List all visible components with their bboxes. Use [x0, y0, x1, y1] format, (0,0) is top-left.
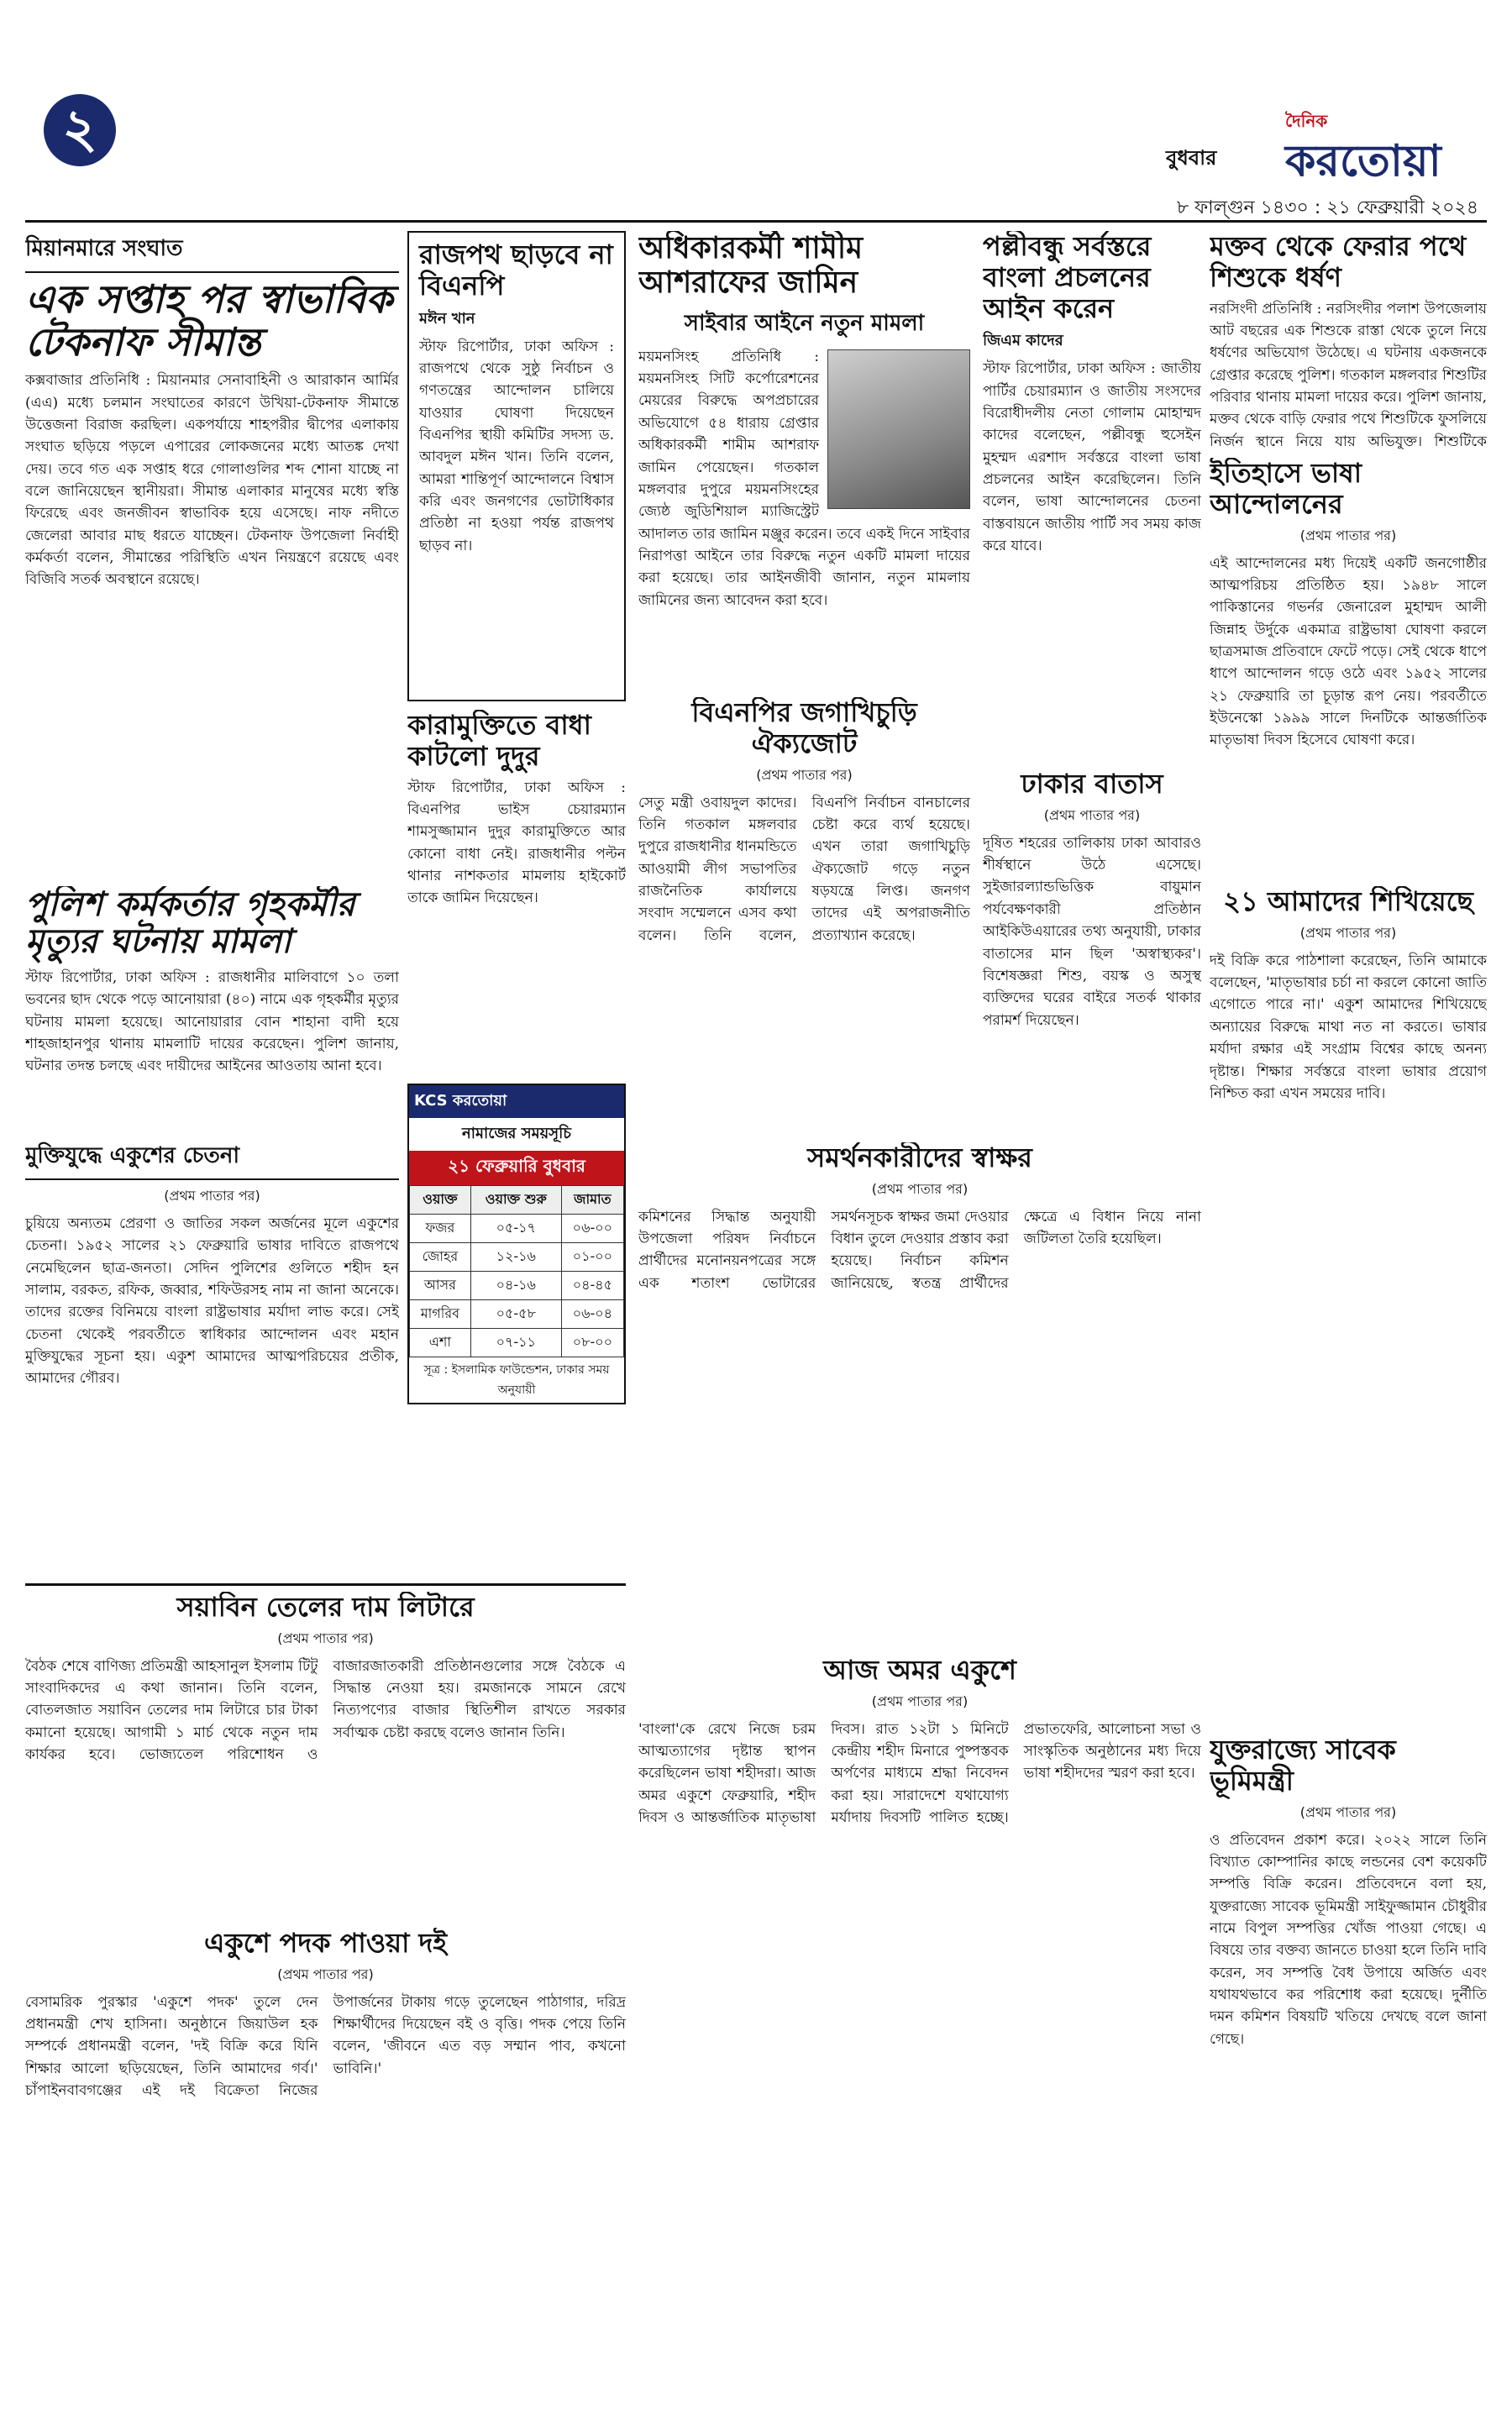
article-body: নরসিংদী প্রতিনিধি : নরসিংদীর পলাশ উপজেলায় আট বছরের এক শিশুকে রাস্তা থেকে তুলে নিয়ে ধর্ষণের অভিযোগ উঠেছে। এ ঘটনায় একজনকে গ্রেপ্তার করেছে পুলিশ। গতকাল মঙ্গলবার শিশুটির পরিবার থানায় মামলা দায়ের করে। পুলিশ জানায়, মক্তব থেকে বাড়ি ফেরার পথে শিশুটিকে ফুসলিয়ে নির্জন স্থানে নিয়ে যায় অভিযুক্ত। শিশুটিকে [1210, 300, 1487, 449]
prayer-start: ০৪-১৬ [470, 1272, 561, 1300]
table-row [410, 1215, 624, 1243]
article-bnp-jot[interactable] [638, 697, 970, 1134]
person-photo [827, 349, 970, 509]
article-byline: মঈন খান [419, 309, 475, 328]
table-row [410, 1243, 624, 1272]
continued-label: (প্রথম পাতার পর) [164, 1188, 260, 1204]
table-row [410, 1329, 624, 1357]
page-number-badge: ২ [44, 94, 116, 166]
article-body: এই আন্দোলনের মধ্য দিয়েই একটি জনগোষ্ঠীর আত্মপরিচয় প্রতিষ্ঠিত হয়। ১৯৪৮ সালে পাকিস্তানের গভর্নর জেনারেল মুহাম্মদ আলী জিন্নাহ উর্দুকে একমাত্র রাষ্ট্রভাষা ঘোষণা করলে ছাত্রসমাজ প্রতিবাদে ফেটে পড়ে। সেই থেকে ধাপে ধাপে আন্দোলন গড়ে ওঠে এবং ১৯৫২ সালের ২১ ফেব্রুয়ারি তা চূড়ান্ত রূপ নেয়। পরবর্তীতে ইউনেস্কো ১৯৯৯ সালে দিনটিকে আন্তর্জাতিক মাতৃভাষা দিবস হিসেবে ঘোষণা করে। [1210, 554, 1487, 749]
article-body: ও প্রতিবেদন প্রকাশ করে। ২০২২ সালে তিনি বিখ্যাত কোম্পানির কাছে লন্ডনের বেশ কয়েকটি সম্পত্তি বিক্রি করেন। প্রতিবেদনে বলা হয়, যুক্তরাজ্যে সাবেক ভূমিমন্ত্রী সাইফুজ্জামান চৌধুরীর নামে বিপুল সম্পত্তির খোঁজ পাওয়া গেছে। এ বিষয়ে তার বক্তব্য জানতে চাওয়া হলে তিনি দাবি করেন, সব সম্পত্তি বৈধ উপায়ে অর্জিত এবং যথাযথভাবে কর পরিশোধ করা হয়েছে। দুর্নীতি দমন কমিশন বিষয়টি খতিয়ে দেখছে বলে জানা গেছে। [1210, 1831, 1487, 2048]
prayer-name: ফজর [410, 1215, 471, 1243]
prayer-table [409, 1185, 624, 1357]
prayer-name: মাগরিব [410, 1300, 471, 1329]
prayer-header: ওয়াক্ত [410, 1186, 471, 1215]
prayer-name: আসর [410, 1272, 471, 1300]
article-body: স্টাফ রিপোর্টার, ঢাকা অফিস : রাজধানীর মালিবাগে ১০ তলা ভবনের ছাদ থেকে পড়ে আনোয়ারা (৪০) নামে এক গৃহকর্মীর মৃত্যুর ঘটনায় মামলা হয়েছে। আনোয়ারার বোন শাহানা বাদী হয়ে শাহজাহানপুর থানায় মামলাটি দায়ের করেছেন। পুলিশ জানায়, ঘটনার তদন্ত চলছে এবং দায়ীদের আইনের আওতায় আনা হবে। [25, 969, 399, 1075]
continued-label: (প্রথম পাতার পর) [1299, 1803, 1397, 1820]
prayer-header: জামাত [561, 1186, 623, 1215]
article-body: স্টাফ রিপোর্টার, ঢাকা অফিস : জাতীয় পার্টির চেয়ারম্যান ও জাতীয় সংসদের বিরোধীদলীয় নেতা গোলাম মোহাম্মদ কাদের বলেছেন, পল্লীবন্ধু হুসেইন মুহম্মদ এরশাদ সর্বস্তরে বাংলা ভাষা প্রচলনের আইন করেছিলেন। তিনি বলেন, ভাষা আন্দোলনের চেতনা বাস্তবায়নে জাতীয় পার্টি সব সময় কাজ করে যাবে। [983, 360, 1201, 555]
article-child[interactable] [1210, 231, 1487, 449]
article-body: দই বিক্রি করে পাঠশালা করেছেন, তিনি আমাকে বলেছেন, 'মাতৃভাষার চর্চা না করলে কোনো জাতি এগোতে পারে না।' একুশ আমাদের শিখিয়েছে অন্যায়ের বিরুদ্ধে মাথা নত না করতে। ভাষার মর্যাদা রক্ষার এই সংগ্রাম বিশ্বের কাছে অনন্য দৃষ্টান্ত। শিক্ষার সর্বস্তরে বাংলা ভাষার প্রয়োগ নিশ্চিত করা এখন সময়ের দাবি। [1210, 952, 1487, 1102]
continued-label: (প্রথম পাতার পর) [871, 1180, 969, 1197]
article-body: বেসামরিক পুরস্কার 'একুশে পদক' তুলে দেন প্রধানমন্ত্রী শেখ হাসিনা। অনুষ্ঠানে জিয়াউল হক সম্পর্কে প্রধানমন্ত্রী বলেন, 'দই বিক্রি করে যিনি শিক্ষার আলো ছড়িয়েছেন, তিনি আমাদের গর্ব।' চাঁপাইনবাবগঞ্জের এই দই বিক্রেতা নিজের উপার্জনের টাকায় গড়ে তুলেছেন পাঠাগার, দরিদ্র শিক্ষার্থীদের দিয়েছেন বই ও বৃত্তি। পদক পেয়ে তিনি বলেন, 'জীবনে এত বড় সম্মান পাব, কখনো ভাবিনি।' [25, 1993, 626, 2100]
article-headline: বিএনপির জগাখিচুড়ি ঐক্যজোট [691, 697, 917, 759]
prayer-title: নামাজের সময়সূচি [409, 1118, 624, 1151]
header-rule [25, 220, 1487, 223]
continued-label: (প্রথম পাতার পর) [1299, 527, 1397, 543]
article-body: কমিশনের সিদ্ধান্ত অনুযায়ী উপজেলা পরিষদ নির্বাচনে প্রার্থীদের মনোনয়নপত্রের সঙ্গে এক শতাংশ ভোটারের সমর্থনসূচক স্বাক্ষর জমা দেওয়ার বিধান তুলে দেওয়ার প্রস্তাব করা হয়েছে। নির্বাচন কমিশন জানিয়েছে, স্বতন্ত্র প্রার্থীদের ক্ষেত্রে এ বিধান নিয়ে নানা জটিলতা তৈরি হয়েছিল। [638, 1208, 1201, 1292]
article-headline: ২১ আমাদের শিখিয়েছে [1223, 886, 1473, 917]
article-headline: একুশে পদক পাওয়া দই [203, 1928, 447, 1959]
prayer-brand: KCS করতোয়া [409, 1085, 624, 1118]
continued-label: (প্রথম পাতার পর) [277, 1630, 374, 1646]
article-headline: এক সপ্তাহ পর স্বাভাবিক টেকনাফ সীমান্ত [25, 276, 393, 365]
article-uk[interactable] [1210, 1735, 1487, 2406]
article-headline: যুক্তরাজ্যে সাবেক ভূমিমন্ত্রী [1210, 1735, 1396, 1797]
prayer-source-note: সূত্র : ইসলামিক ফাউন্ডেশন, ঢাকার সময় অনুযায়ী [423, 1363, 610, 1397]
article-dudu[interactable] [407, 710, 626, 1075]
article-bnp-rajpath[interactable] [407, 231, 626, 701]
newspaper-logo[interactable] [1285, 109, 1478, 185]
article-soybean[interactable] [25, 1592, 626, 1919]
article-kicker: মুক্তিযুদ্ধে একুশের চেতনা [25, 1138, 399, 1180]
article-police[interactable] [25, 886, 399, 1130]
article-headline: পল্লীবন্ধু সর্বস্তরে বাংলা প্রচলনের আইন করেন [983, 231, 1152, 324]
prayer-date: ২১ ফেব্রুয়ারি বুধবার [409, 1151, 624, 1185]
prayer-jamat: ০৪-৪৫ [561, 1272, 623, 1300]
article-mukti[interactable] [25, 1138, 399, 1575]
article-subheadline: সাইবার আইনে নতুন মামলা [684, 310, 925, 336]
article-headline: রাজপথ ছাড়বে না বিএনপি [419, 239, 613, 302]
table-row [410, 1300, 624, 1329]
article-bangla[interactable] [983, 231, 1201, 760]
article-body: 'বাংলা'কে রেখে নিজে চরম আত্মত্যাগের দৃষ্টান্ত স্থাপন করেছিলেন ভাষা শহীদরা। আজ অমর একুশে ফেব্রুয়ারি, শহীদ দিবস ও আন্তর্জাতিক মাতৃভাষা দিবস। রাত ১২টা ১ মিনিটে কেন্দ্রীয় শহীদ মিনারে পুষ্পস্তবক অর্পণের মাধ্যমে শ্রদ্ধা নিবেদন করা হয়। সারাদেশে যথাযোগ্য মর্যাদায় দিবসটি পালিত হচ্ছে। প্রভাতফেরি, আলোচনা সভা ও সাংস্কৃতিক অনুষ্ঠানের মধ্য দিয়ে ভাষা শহীদদের স্মরণ করা হবে। [638, 1720, 1201, 1827]
prayer-start: ১২-১৬ [470, 1243, 561, 1272]
article-dhaka-air[interactable] [983, 769, 1201, 1121]
article-lesson[interactable] [1210, 886, 1487, 1726]
prayer-jamat: ০৬-০০ [561, 1215, 623, 1243]
continued-label: (প্রথম পাতার পর) [1043, 806, 1141, 823]
article-body: বৈঠক শেষে বাণিজ্য প্রতিমন্ত্রী আহসানুল ইসলাম টিটু সাংবাদিকদের এ কথা জানান। তিনি বলেন, বোতলজাত সয়াবিন তেলের দাম লিটারে চার টাকা কমানো হয়েছে। আগামী ১ মার্চ থেকে নতুন দাম কার্যকর হবে। ভোজ্যতেল পরিশোধন ও বাজারজাতকারী প্রতিষ্ঠানগুলোর সঙ্গে বৈঠকে এ সিদ্ধান্ত নেওয়া হয়। রমজানকে সামনে রেখে নিত্যপণ্যের বাজার স্থিতিশীল রাখতে সরকার সর্বাত্মক চেষ্টা করছে বলেও জানান তিনি। [25, 1657, 626, 1764]
section-rule [25, 1583, 626, 1586]
article-body: চুয়িয়ে অন্যতম প্রেরণা ও জাতির সকল অর্জনের মূলে একুশের চেতনা। ১৯৫২ সালের ২১ ফেব্রুয়ারি ভাষার দাবিতে রাজপথে নেমেছিলেন ছাত্র-জনতা। সেদিন পুলিশের গুলিতে শহীদ হন সালাম, বরকত, রফিক, জব্বার, শফিউরসহ নাম না জানা অনেকে। তাদের রক্তের বিনিময়ে বাংলা রাষ্ট্রভাষার মর্যাদা লাভ করে। সেই চেতনা থেকেই পরবর্তীতে স্বাধিকার আন্দোলন এবং মহান মুক্তিযুদ্ধের সূচনা হয়। একুশ আমাদের আত্মপরিচয়ের প্রতীক, আমাদের গৌরব। [25, 1215, 399, 1388]
article-body: সেতু মন্ত্রী ওবায়দুল কাদের। তিনি গতকাল মঙ্গলবার দুপুরে রাজধানীর ধানমন্ডিতে আওয়ামী লীগ সভাপতির রাজনৈতিক কার্যালয়ে সংবাদ সম্মেলনে এসব কথা বলেন। তিনি বলেন, বিএনপি নির্বাচন বানচালের চেষ্টা করে ব্যর্থ হয়েছে। এখন তারা জগাখিচুড়ি ঐক্যজোট গড়ে নতুন ষড়যন্ত্রে লিপ্ত। জনগণ তাদের এই অপরাজনীতি প্রত্যাখ্যান করেছে। [638, 794, 970, 944]
continued-label: (প্রথম পাতার পর) [756, 766, 853, 783]
article-padak[interactable] [25, 1928, 626, 2406]
article-sign[interactable] [638, 1142, 1201, 1646]
article-kicker: মিয়ানমারে সংঘাত [25, 231, 399, 273]
table-row [410, 1272, 624, 1300]
logo-daily-label: দৈনিক [1285, 111, 1328, 131]
article-myanmar[interactable] [25, 231, 399, 878]
article-headline: অধিকারকর্মী শামীম আশরাফের জামিন [638, 231, 864, 301]
prayer-name: এশা [410, 1329, 471, 1357]
article-body: স্টাফ রিপোর্টার, ঢাকা অফিস : রাজপথে থেকে সুষ্ঠু নির্বাচন ও গণতন্ত্রের আন্দোলন চালিয়ে যাওয়ার ঘোষণা দিয়েছেন বিএনপির স্থায়ী কমিটির সদস্য ড. আবদুল মঈন খান। তিনি বলেন, আমরা শান্তিপূর্ণ আন্দোলনে বিশ্বাস করি এবং জনগণের ভোটাধিকার প্রতিষ্ঠা না হওয়া পর্যন্ত রাজপথ ছাড়ব না। [419, 338, 614, 554]
masthead [0, 0, 1512, 193]
prayer-start: ০৫-৫৮ [470, 1300, 561, 1329]
prayer-jamat: ০৬-০৪ [561, 1300, 623, 1329]
prayer-name: জোহর [410, 1243, 471, 1272]
article-headline: সয়াবিন তেলের দাম লিটারে [176, 1592, 475, 1623]
article-history[interactable] [1210, 458, 1487, 878]
continued-label: (প্রথম পাতার পর) [277, 1966, 374, 1982]
article-body: কক্সবাজার প্রতিনিধি : মিয়ানমার সেনাবাহিনী ও আরাকান আর্মির (এএ) মধ্যে চলমান সংঘাতের কারণে উখিয়া-টেকনাফ সীমান্তে উত্তেজনা বিরাজ করছিল। একপর্যায়ে শাহপরীর দ্বীপের এলাকায় সংঘাত ছড়িয়ে পড়লে এপারের লোকজনের মধ্যে আতঙ্ক দেখা দেয়। তবে গত এক সপ্তাহ ধরে গোলাগুলির শব্দ শোনা যাচ্ছে না বলে জানিয়েছেন স্থানীয়রা। সীমান্ত এলাকার মানুষের মধ্যে স্বস্তি ফিরেছে এবং জনজীবন স্বাভাবিক হয়ে এসেছে। নাফ নদীতে জেলেরা আবার মাছ ধরতে যাচ্ছেন। টেকনাফ উপজেলা নির্বাহী কর্মকর্তা বলেন, সীমান্তের পরিস্থিতি এখন নিয়ন্ত্রণে রয়েছে এবং বিজিবি সতর্ক অবস্থানে রয়েছে। [25, 372, 399, 589]
weekday: বুধবার [1166, 146, 1217, 170]
article-headline: পুলিশ কর্মকর্তার গৃহকর্মীর মৃত্যুর ঘটনায় মামলা [25, 886, 355, 961]
article-headline: আজ অমর একুশে [823, 1655, 1016, 1686]
prayer-jamat: ০৮-০০ [561, 1329, 623, 1357]
article-ekushe[interactable] [638, 1655, 1201, 2406]
prayer-header: ওয়াক্ত শুরু [470, 1186, 561, 1215]
logo-name: করতোয়া [1285, 136, 1441, 186]
article-body: দূষিত শহরের তালিকায় ঢাকা আবারও শীর্ষস্থানে উঠে এসেছে। সুইজারল্যান্ডভিত্তিক বায়ুমান পর্যবেক্ষণকারী প্রতিষ্ঠান আইকিউএয়ারের তথ্য অনুযায়ী, ঢাকার বাতাসের মান ছিল 'অস্বাস্থ্যকর'। বিশেষজ্ঞরা শিশু, বয়স্ক ও অসুস্থ ব্যক্তিদের ঘরের বাইরে সতর্ক থাকার পরামর্শ দিয়েছেন। [983, 834, 1201, 1029]
article-shamim[interactable] [638, 231, 970, 685]
article-headline: ঢাকার বাতাস [1021, 769, 1163, 800]
article-body: স্টাফ রিপোর্টার, ঢাকা অফিস : বিএনপির ভাইস চেয়ারম্যান শামসুজ্জামান দুদুর কারামুক্তিতে আর কোনো বাধা নেই। রাজধানীর পল্টন থানার নাশকতার মামলায় হাইকোর্ট তাকে জামিন দিয়েছেন। [407, 779, 626, 907]
prayer-start: ০৫-১৭ [470, 1215, 561, 1243]
article-byline: জিএম কাদের [983, 332, 1063, 350]
article-headline: কারামুক্তিতে বাধা কাটলো দুদুর [407, 710, 591, 772]
continued-label: (প্রথম পাতার পর) [871, 1693, 969, 1709]
prayer-start: ০৭-১১ [470, 1329, 561, 1357]
article-headline: ইতিহাসে ভাষা আন্দোলনের [1210, 458, 1362, 520]
continued-label: (প্রথম পাতার পর) [1299, 924, 1397, 941]
date-line: ৮ ফাল্গুন ১৪৩০ : ২১ ফেব্রুয়ারী ২০২৪ [1176, 197, 1478, 218]
prayer-schedule [407, 1084, 626, 1404]
article-body: ময়মনসিংহ প্রতিনিধি : ময়মনসিংহ সিটি কর্পোরেশনের মেয়রের বিরুদ্ধে অপপ্রচারের অভিযোগে ৫৪ ধারায় গ্রেপ্তার অধিকারকর্মী শামীম আশরাফ জামিন পেয়েছেন। গতকাল মঙ্গলবার দুপুরে ময়মনসিংহের জ্যেষ্ঠ জুডিশিয়াল ম্যাজিস্ট্রেট আদালত তার জামিন মঞ্জুর করেন। তবে একই দিনে সাইবার নিরাপত্তা আইনে তার বিরুদ্ধে নতুন একটি মামলা দায়ের করা হয়েছে। তার আইনজীবী জানান, নতুন মামলায় জামিনের জন্য আবেদন করা হবে। [638, 348, 970, 609]
prayer-jamat: ০১-০০ [561, 1243, 623, 1272]
article-headline: মক্তব থেকে ফেরার পথে শিশুকে ধর্ষণ [1210, 231, 1467, 293]
article-headline: সমর্থনকারীদের স্বাক্ষর [807, 1142, 1032, 1173]
